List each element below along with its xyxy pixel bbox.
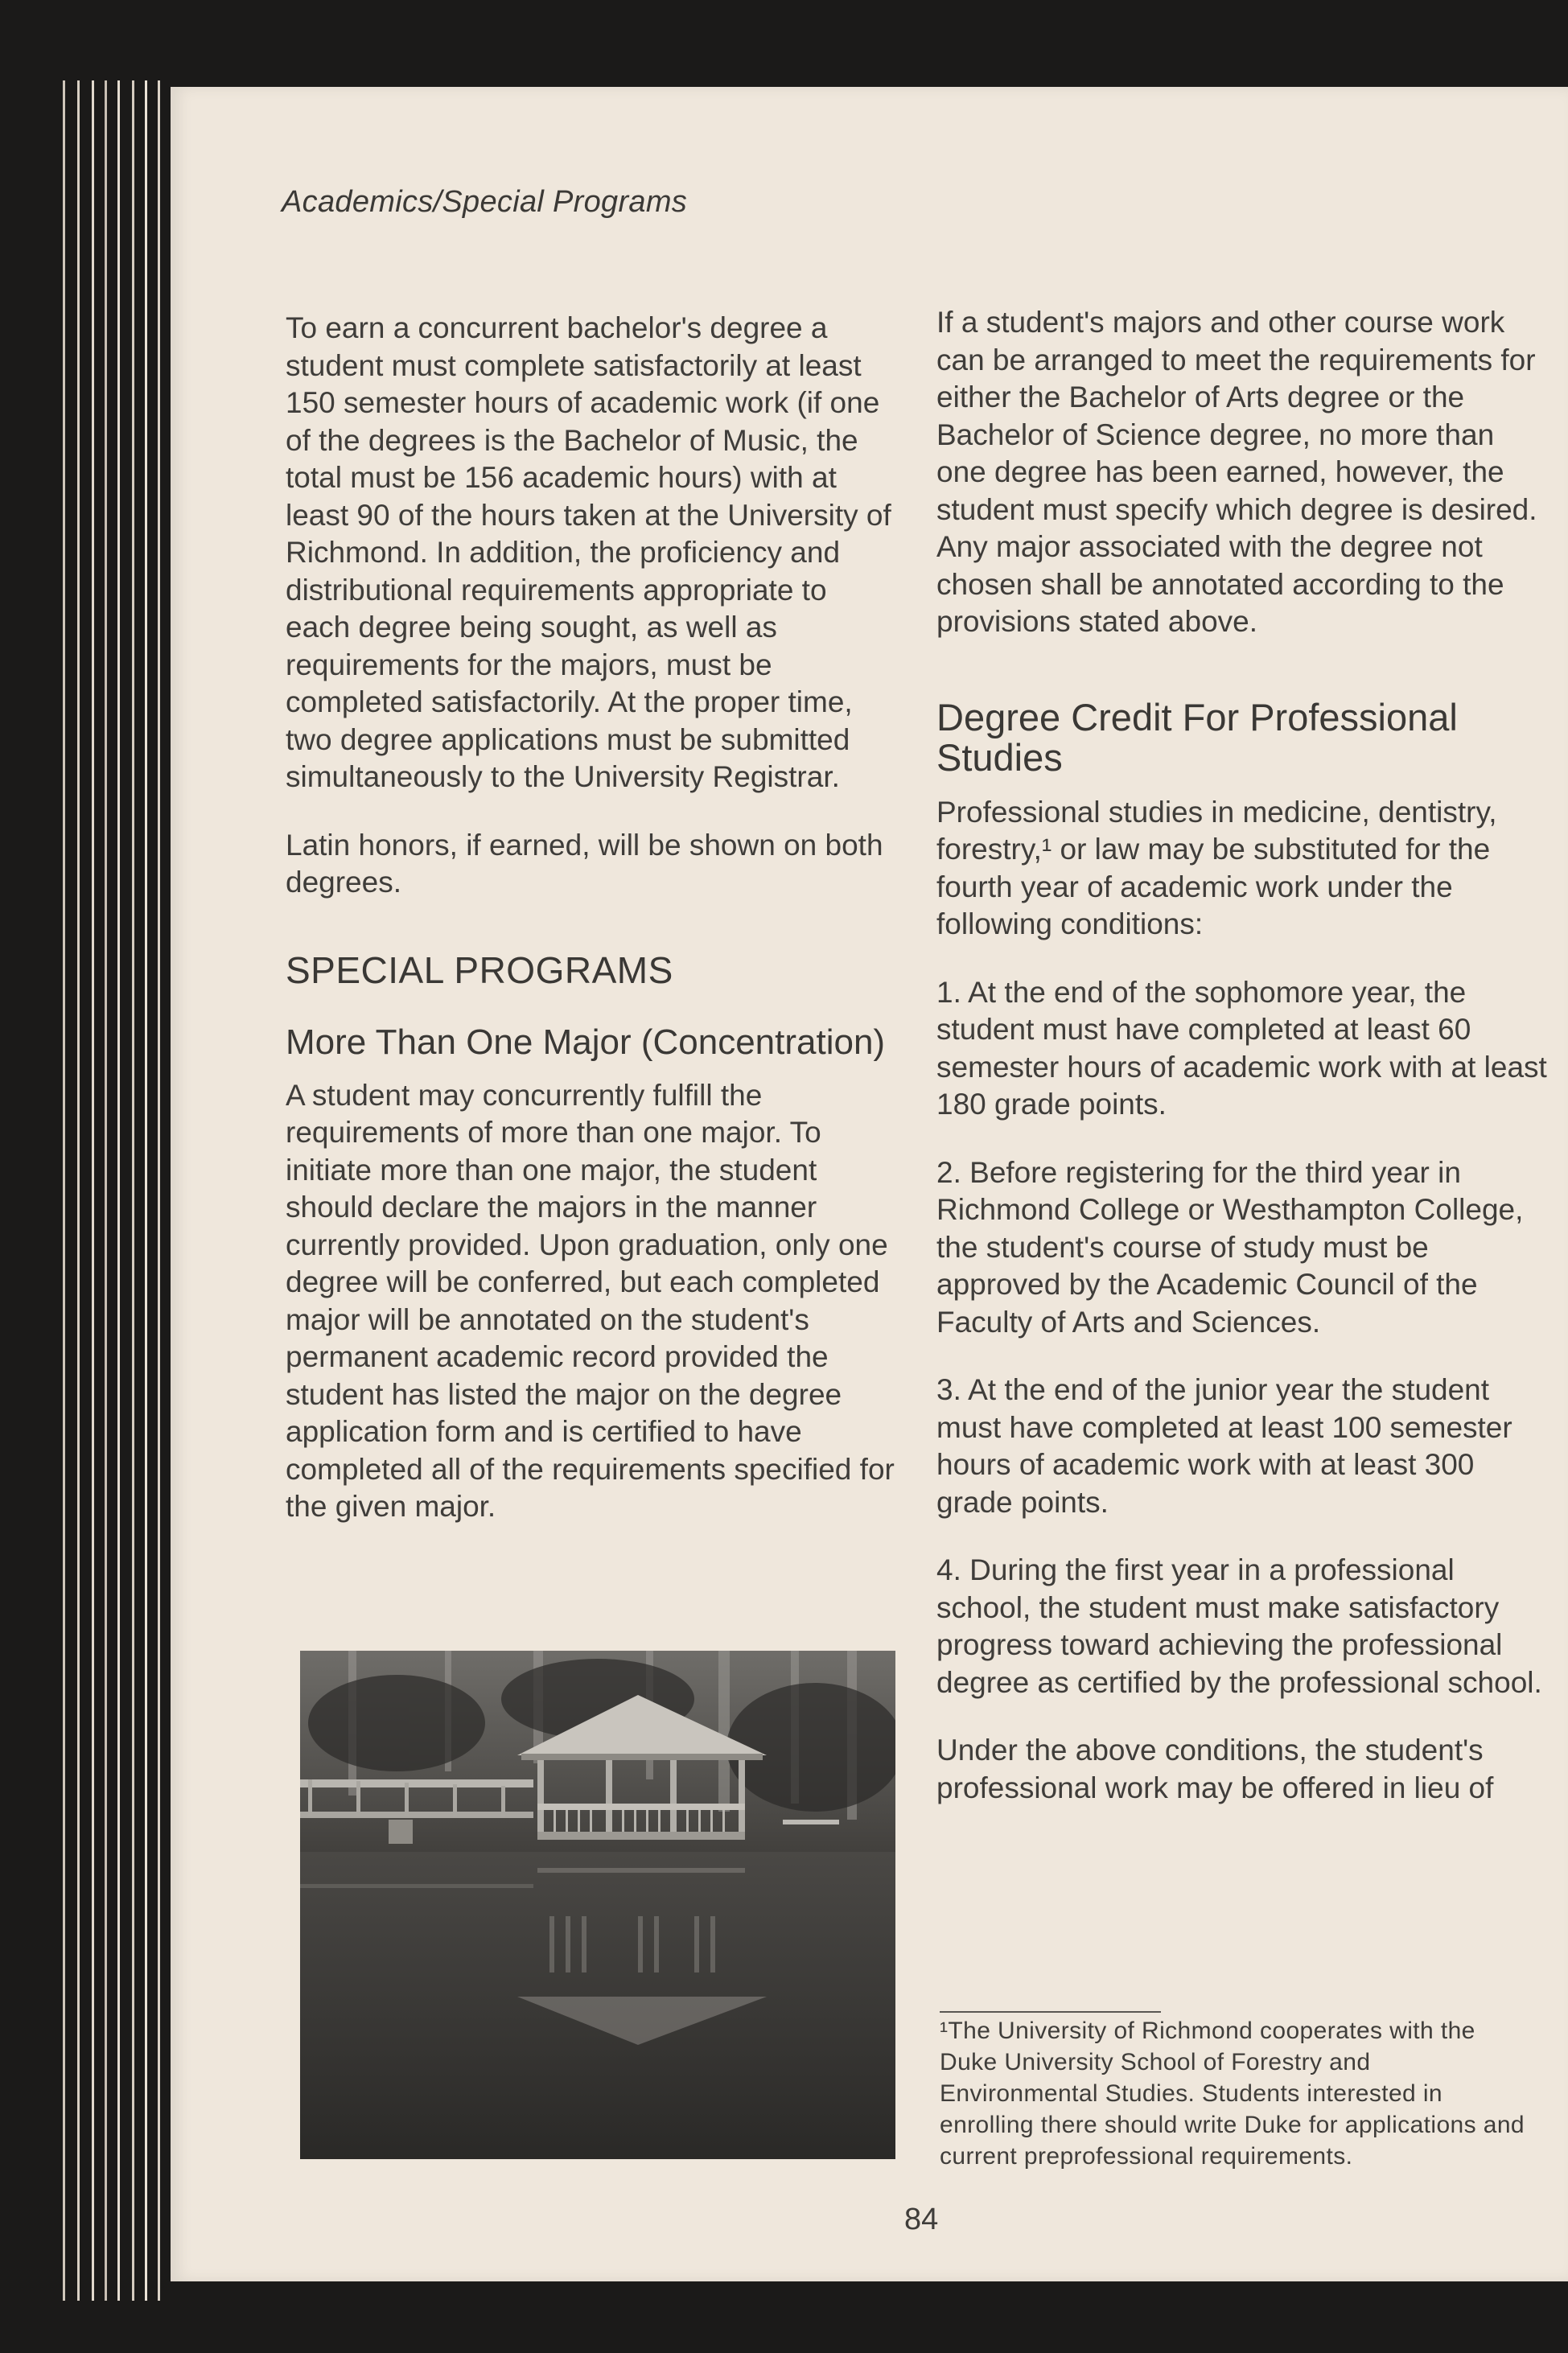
left-column: [286, 310, 897, 1526]
single-degree-paragraph: If a student's majors and other course work can be arranged to meet the requirements for either the Bachelor of Arts degree or the Bachelor of Science degree, no more than one degree has been earned, however, the student must specify which degree is desired. Any major associated with the degree not chosen shall be annotated according to the provisions stated above.: [936, 306, 1537, 638]
gazebo-photo: [300, 1651, 895, 2159]
footnote: ¹The University of Richmond cooperates with the Duke University School of Forestry and Environmental Studies. Students interested in enrolling there should write Duke for applications and current preprofessional requirements.: [940, 2018, 1525, 2170]
subsection-heading-major: More Than One Major (Concentration): [286, 1022, 886, 1062]
right-column: [936, 304, 1548, 1807]
condition-item-3: 3. At the end of the junior year the student must have completed at least 100 semester hours of academic work with at least 300 grade points.: [936, 1373, 1512, 1519]
subsection-heading-professional: Degree Credit For Professional Studies: [936, 695, 1458, 779]
condition-item-4: 4. During the first year in a professional school, the student must make satisfactory progress toward achieving the professional degree as certified by the professional school.: [936, 1553, 1542, 1699]
condition-item-1: 1. At the end of the sophomore year, the student must have completed at least 60 semester hours of academic work with at least 180 grade points.: [936, 975, 1547, 1121]
conclusion-paragraph: Under the above conditions, the student's professional work may be offered in lieu of: [936, 1734, 1494, 1804]
latin-honors-paragraph: Latin honors, if earned, will be shown on both degrees.: [286, 828, 883, 899]
footnote-divider: [940, 2011, 1161, 2013]
concurrent-degree-paragraph: To earn a concurrent bachelor's degree a student must complete satisfactorily at least 150 semester hours of academic work (if one of the degrees is the Bachelor of Music, the total must be 156 academic hours) with at least 90 of the hours taken at the University of Richmond. In addition, the proficiency and distributional requirements appropriate to each degree being sought, as well as requirements for the majors, must be completed satisfactorily. At the proper time, two degree applications must be submitted simultaneously to the University Registrar.: [286, 311, 891, 793]
header-title: Academics: [282, 185, 434, 219]
stacked-page-edges: [55, 80, 175, 2301]
page-number: 84: [904, 2203, 939, 2236]
running-header: [282, 185, 687, 220]
section-heading: SPECIAL PROGRAMS: [286, 948, 673, 991]
more-than-one-major-paragraph: A student may concurrently fulfill the requirements of more than one major. To initiate more than one major, the student should declare the majors in the manner currently provided. Upon graduation, only one degree will be conferred, but each completed major will be annotated on the student's permanent academic record provided the student has listed the major on the degree application form and is certified to have completed all of the requirements specified for the given major.: [286, 1078, 895, 1523]
header-subtitle: /Special Programs: [433, 185, 688, 219]
condition-item-2: 2. Before registering for the third year in Richmond College or Westhampton College, the student's course of study must be approved by the Academic Council of the Faculty of Arts and Sciences.: [936, 1155, 1524, 1339]
professional-studies-paragraph: Professional studies in medicine, dentistry, forestry,¹ or law may be substituted for the fourth year of academic work under the following conditions:: [936, 795, 1497, 940]
